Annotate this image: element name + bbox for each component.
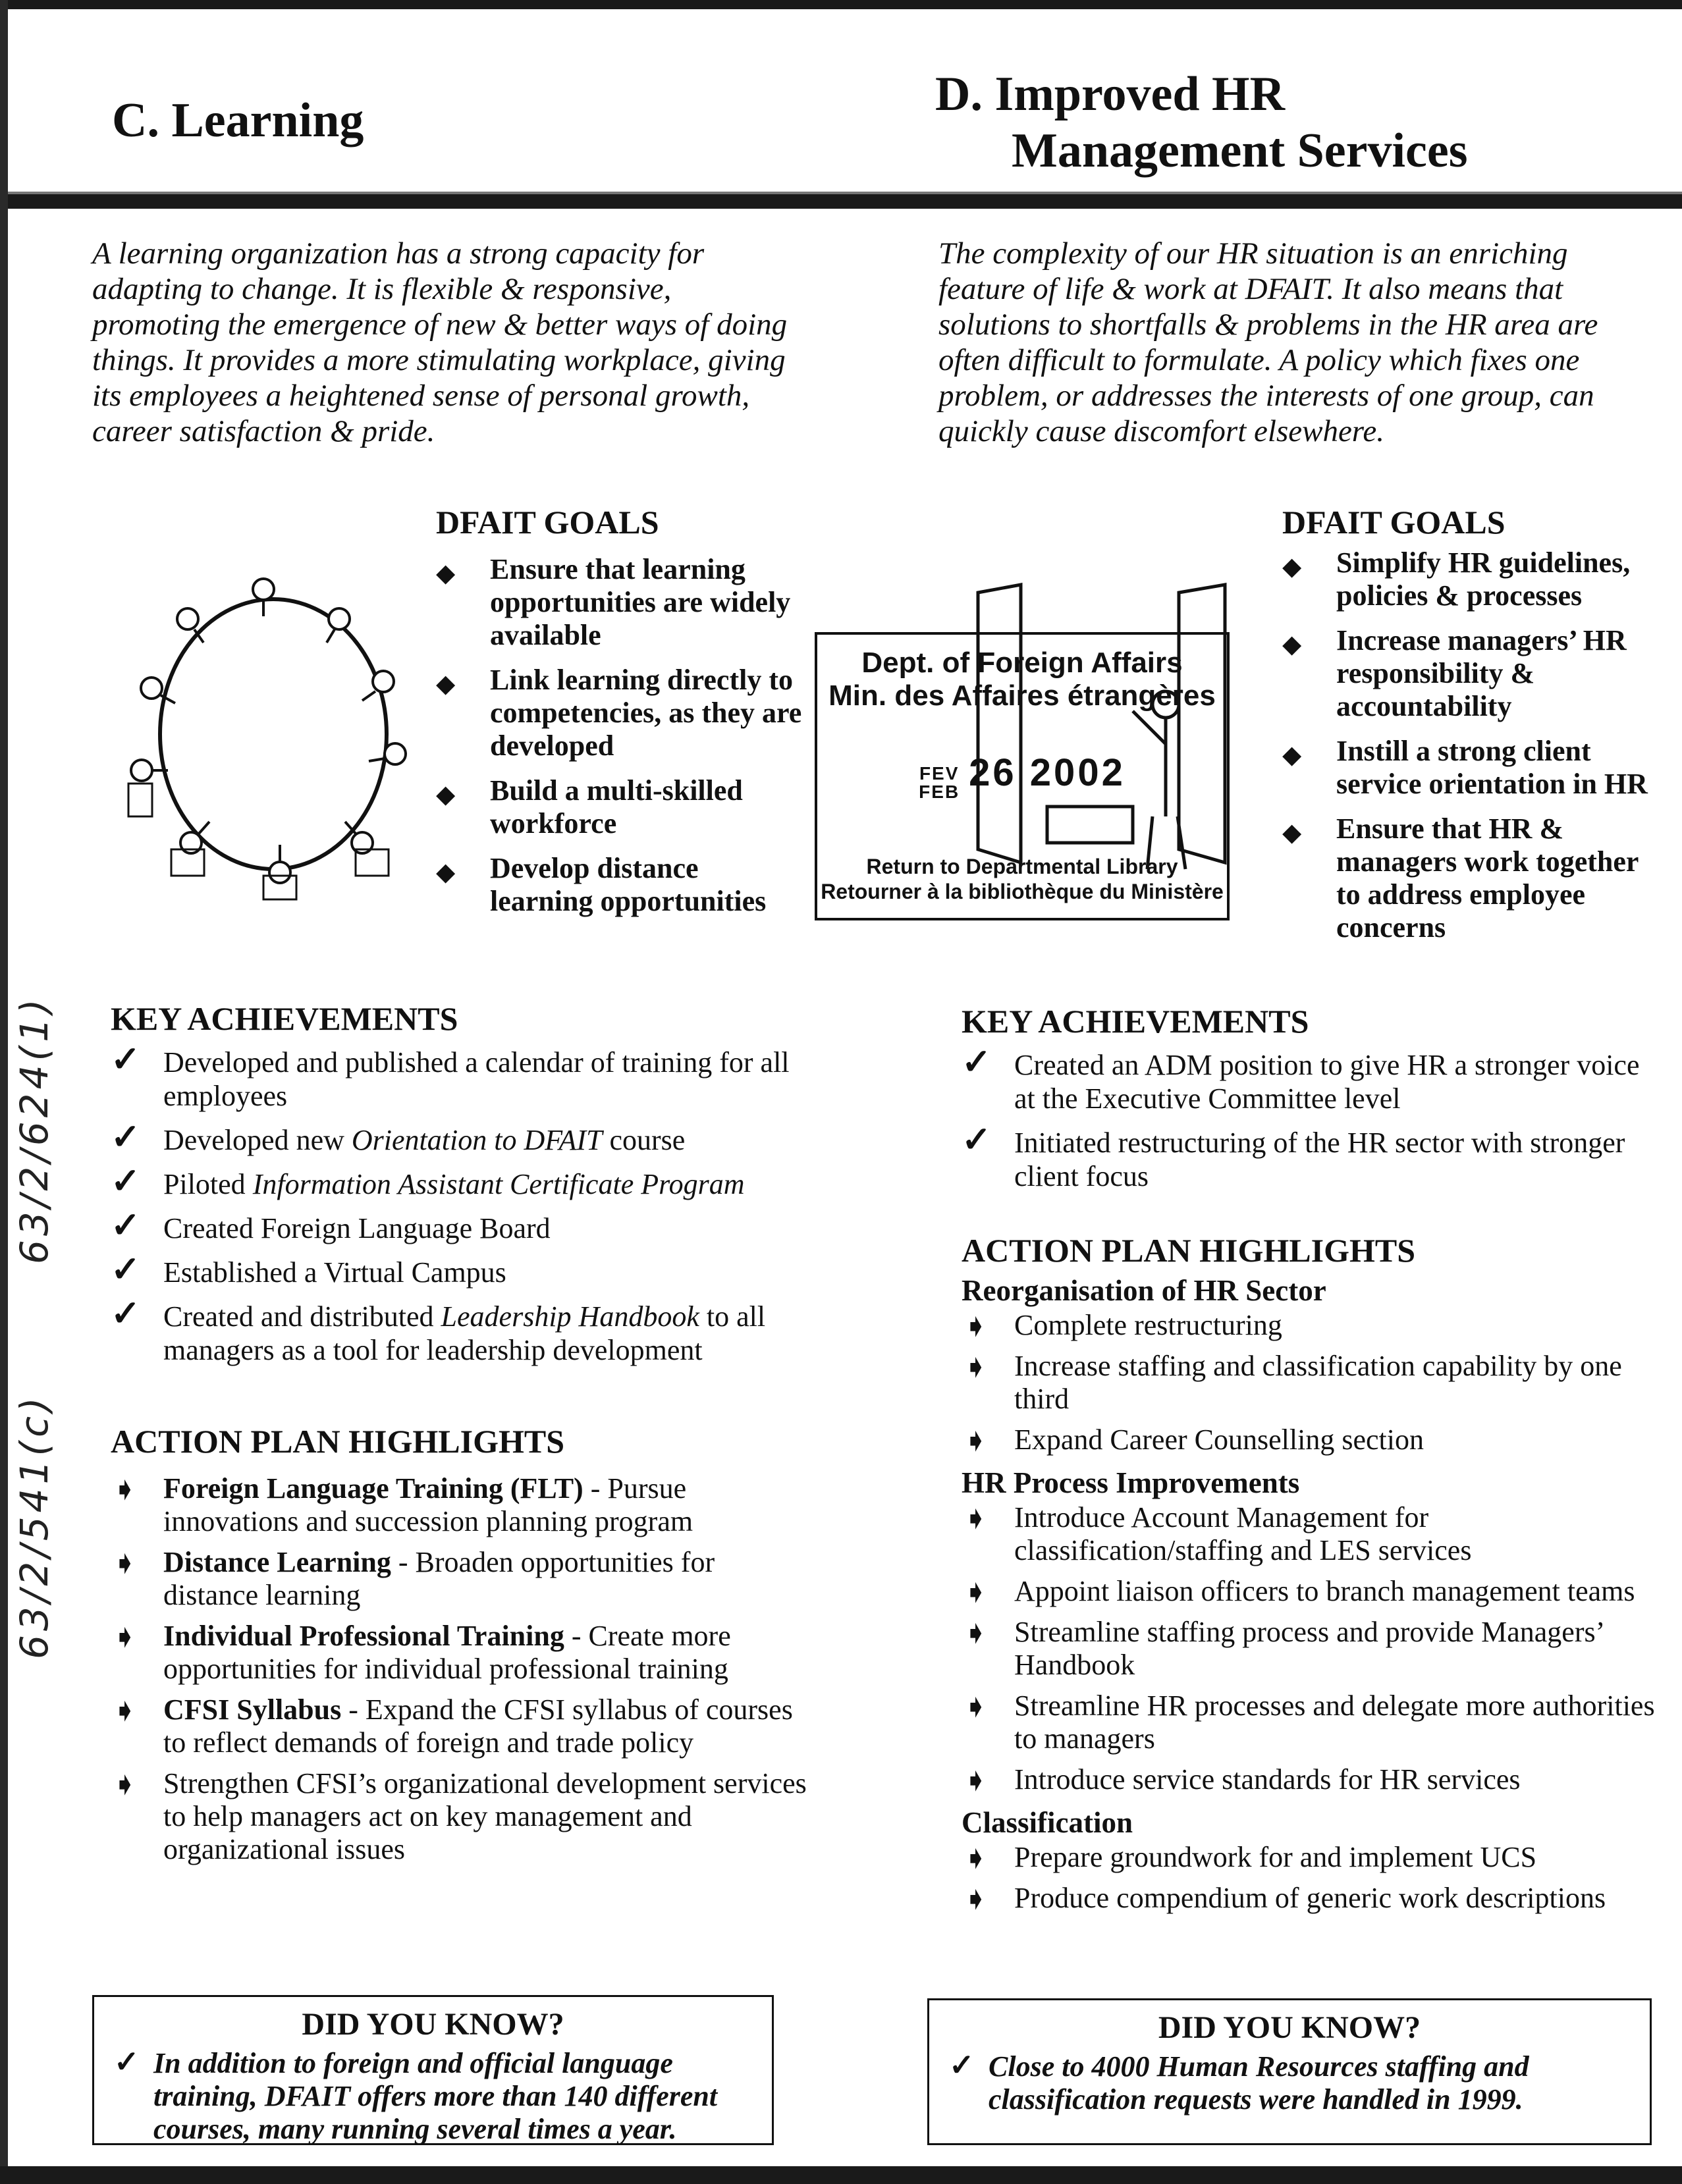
check-icon: ✓ xyxy=(111,1117,141,1157)
hr-group-reorganisation-heading: Reorganisation of HR Sector xyxy=(962,1274,1326,1307)
list-item: ✓ Piloted Information Assistant Certificate Program xyxy=(111,1161,745,1201)
list-item: ➧ Introduce Account Management for classification/staffing and LES services xyxy=(964,1501,1472,1566)
list-item: ✓ Developed new Orientation to DFAIT course xyxy=(111,1117,686,1157)
hr-goals-list xyxy=(1282,546,1664,944)
list-item: ✓ Established a Virtual Campus xyxy=(111,1250,506,1289)
check-icon: ✓ xyxy=(114,2045,140,2079)
learning-did-you-know-text-row xyxy=(114,2047,752,2146)
hr-did-you-know-heading: DID YOU KNOW? xyxy=(1158,2010,1421,2045)
list-item: ➧ Foreign Language Training (FLT) - Pursue innovations and succession planning program xyxy=(113,1472,693,1537)
arrow-bullet-icon: ➧ xyxy=(113,1622,137,1653)
list-item: ➧ Complete restructuring xyxy=(964,1309,1282,1342)
hr-did-you-know-text-row xyxy=(949,2050,1630,2116)
list-item: ◆ Link learning directly to competencies, as they are developed xyxy=(436,664,802,762)
list-item: ✓ Created Foreign Language Board xyxy=(111,1206,551,1245)
diamond-bullet-icon: ◆ xyxy=(1282,819,1302,847)
hr-achievements-list xyxy=(962,1042,1660,1193)
arrow-bullet-icon: ➧ xyxy=(113,1475,137,1505)
list-item: ➧ Streamline staffing process and provide Managers’ Handbook xyxy=(964,1616,1603,1681)
list-item: ✓ Developed and published a calendar of training for all employees xyxy=(111,1040,790,1112)
learning-goals-heading: DFAIT GOALS xyxy=(436,504,659,541)
arrow-bullet-icon: ➧ xyxy=(964,1312,988,1342)
learning-goals-list xyxy=(436,553,805,918)
margin-note-upper: 63/2/624(1) xyxy=(12,995,57,1264)
learning-action-list xyxy=(111,1472,809,1866)
margin-note-lower: 63/2/541(c) xyxy=(12,1393,57,1659)
arrow-bullet-icon: ➧ xyxy=(964,1692,988,1722)
list-item: ➧ Individual Professional Training - Create more opportunities for individual professional training xyxy=(113,1620,731,1685)
learning-intro: A learning organization has a strong capacity for adapting to change. It is flexible & responsive, promoting the emergence of new & better ways of doing things. It provides a more stimulating workplace, giving its employees a heightened sense of personal growth, career satisfaction & pride. xyxy=(92,236,788,448)
list-item: ✓ Created and distributed Leadership Handbook to all managers as a tool for leadership development xyxy=(111,1294,766,1366)
learning-achievements-section xyxy=(111,999,809,1377)
arrow-bullet-icon: ➧ xyxy=(113,1770,137,1800)
learning-action-heading: ACTION PLAN HIGHLIGHTS xyxy=(111,1423,565,1460)
arrow-bullet-icon: ➧ xyxy=(113,1549,137,1579)
hr-title xyxy=(935,66,1468,179)
list-item: ➧ Introduce service standards for HR services xyxy=(964,1763,1521,1796)
stamp-month-fr: FEV xyxy=(919,762,960,784)
arrow-bullet-icon: ➧ xyxy=(113,1696,137,1726)
arrow-bullet-icon: ➧ xyxy=(964,1504,988,1534)
list-item: ◆ Ensure that learning opportunities are widely available xyxy=(436,553,791,651)
list-item: ◆ Instill a strong client service orientation in HR xyxy=(1282,735,1648,800)
learning-achievements-list xyxy=(111,1040,809,1367)
stamp-line4: Retourner à la bibliothèque du Ministère xyxy=(821,879,1224,903)
list-item: ◆ Build a multi-skilled workforce xyxy=(436,774,743,839)
list-item: ➧ Increase staffing and classification capability by one third xyxy=(964,1350,1622,1415)
hr-action-plan-section xyxy=(962,1231,1666,1923)
check-icon: ✓ xyxy=(111,1206,141,1245)
hr-title-line1: D. Improved HR xyxy=(935,67,1286,121)
learning-achievements-heading: KEY ACHIEVEMENTS xyxy=(111,1000,458,1037)
learning-goals-section xyxy=(436,503,805,930)
list-item: ◆ Develop distance learning opportunities xyxy=(436,852,767,917)
list-item: ➧ Prepare groundwork for and implement UCS xyxy=(964,1841,1537,1874)
hr-goals-heading: DFAIT GOALS xyxy=(1282,504,1506,541)
stamp-line2: Min. des Affaires étrangères xyxy=(828,679,1216,712)
list-item: ◆ Ensure that HR & managers work together to address employee concerns xyxy=(1282,812,1639,944)
top-border xyxy=(0,0,1682,9)
learning-did-you-know-heading: DID YOU KNOW? xyxy=(302,2007,564,2042)
list-item: ➧ Streamline HR processes and delegate more authorities to managers xyxy=(964,1690,1655,1755)
hr-did-you-know-text: Close to 4000 Human Resources staffing and classification requests were handled in 1999. xyxy=(989,2050,1529,2116)
arrow-bullet-icon: ➧ xyxy=(964,1618,988,1649)
hr-action-heading: ACTION PLAN HIGHLIGHTS xyxy=(962,1232,1416,1269)
check-icon: ✓ xyxy=(949,2048,975,2082)
stamp-line1: Dept. of Foreign Affairs xyxy=(861,647,1183,679)
check-icon: ✓ xyxy=(111,1040,141,1079)
check-icon: ✓ xyxy=(111,1250,141,1289)
arrow-bullet-icon: ➧ xyxy=(964,1766,988,1796)
list-item: ➧ CFSI Syllabus - Expand the CFSI syllabus of courses to reflect demands of foreign and trade policy xyxy=(113,1693,793,1759)
learning-did-you-know-text: In addition to foreign and official language training, DFAIT offers more than 140 different courses, many running several times a year. xyxy=(153,2047,718,2145)
list-item: ➧ Produce compendium of generic work descriptions xyxy=(964,1882,1606,1915)
hr-group-classification-list xyxy=(962,1841,1666,1915)
diamond-bullet-icon: ◆ xyxy=(436,670,456,698)
hr-achievements-section xyxy=(962,1002,1660,1204)
hr-group-reorganisation-list xyxy=(962,1309,1666,1456)
hr-goals-section xyxy=(1282,503,1664,956)
list-item: ➧ Distance Learning - Broaden opportunities for distance learning xyxy=(113,1546,715,1611)
bottom-border xyxy=(0,2166,1682,2184)
diamond-bullet-icon: ◆ xyxy=(1282,553,1302,581)
hr-group-process-list xyxy=(962,1501,1666,1796)
diamond-bullet-icon: ◆ xyxy=(1282,741,1302,769)
check-icon: ✓ xyxy=(111,1161,141,1201)
stamp-date: 26 2002 xyxy=(969,751,1126,794)
hr-group-process-heading: HR Process Improvements xyxy=(962,1466,1300,1499)
list-item: ◆ Simplify HR guidelines, policies & processes xyxy=(1282,546,1631,612)
list-item: ➧ Appoint liaison officers to branch management teams xyxy=(964,1575,1635,1608)
diamond-bullet-icon: ◆ xyxy=(436,781,456,809)
round-table-illustration xyxy=(125,573,415,902)
arrow-bullet-icon: ➧ xyxy=(964,1844,988,1874)
list-item: ◆ Increase managers’ HR responsibility & accountability xyxy=(1282,624,1627,722)
hr-achievements-heading: KEY ACHIEVEMENTS xyxy=(962,1003,1309,1040)
welcome-door-illustration xyxy=(968,579,1245,922)
diamond-bullet-icon: ◆ xyxy=(436,560,456,587)
check-icon: ✓ xyxy=(111,1294,141,1333)
left-border xyxy=(0,0,8,2184)
arrow-bullet-icon: ➧ xyxy=(964,1426,988,1456)
list-item: ➧ Strengthen CFSI’s organizational development services to help managers act on key management and organizational issues xyxy=(113,1767,807,1865)
list-item: ➧ Expand Career Counselling section xyxy=(964,1424,1424,1456)
arrow-bullet-icon: ➧ xyxy=(964,1352,988,1383)
list-item: ✓ Initiated restructuring of the HR sector with stronger client focus xyxy=(962,1120,1625,1192)
learning-title: C. Learning xyxy=(112,93,364,147)
check-icon: ✓ xyxy=(962,1042,992,1082)
diamond-bullet-icon: ◆ xyxy=(436,859,456,886)
stamp-line3: Return to Departmental Library xyxy=(866,854,1178,878)
hr-title-line2: Management Services xyxy=(1012,124,1468,178)
hr-group-classification-heading: Classification xyxy=(962,1806,1133,1839)
check-icon: ✓ xyxy=(962,1120,992,1159)
hr-intro: The complexity of our HR situation is an enriching feature of life & work at DFAIT. It also means that solutions to shortfalls & problems in the HR area are often difficult to formulate. A policy which fixes one problem, or addresses the interests of one group, can quickly cause discomfort elsewhere. xyxy=(938,236,1598,448)
arrow-bullet-icon: ➧ xyxy=(964,1578,988,1608)
header-rule xyxy=(8,194,1682,209)
list-item: ✓ Created an ADM position to give HR a stronger voice at the Executive Committee level xyxy=(962,1042,1640,1115)
learning-action-plan-section xyxy=(111,1422,809,1874)
stamp-month-en: FEB xyxy=(919,781,960,802)
learning-did-you-know-box xyxy=(92,1995,774,2145)
hr-did-you-know-box xyxy=(927,1998,1652,2145)
diamond-bullet-icon: ◆ xyxy=(1282,631,1302,658)
arrow-bullet-icon: ➧ xyxy=(964,1884,988,1915)
